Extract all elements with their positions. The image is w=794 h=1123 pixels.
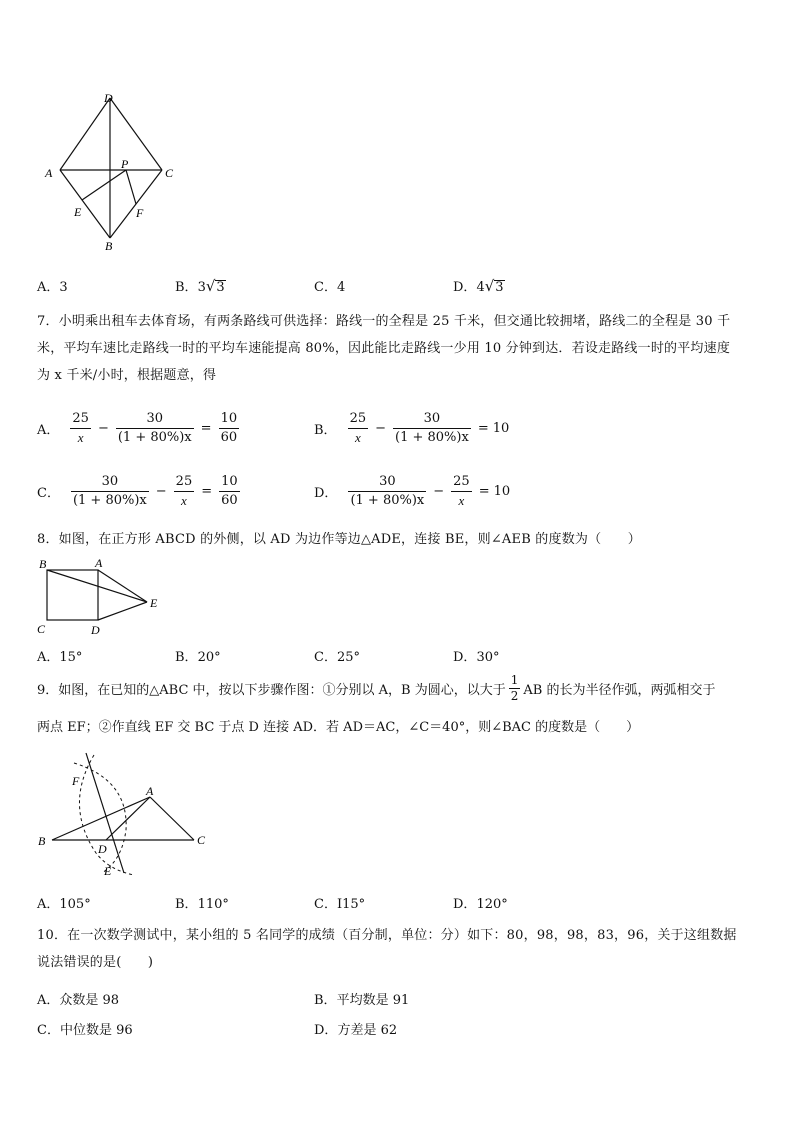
equals: =: [478, 484, 490, 499]
q9-label-b: B: [38, 834, 46, 848]
option-letter: D．: [453, 280, 477, 295]
option-value: 105°: [59, 897, 91, 912]
operator: −: [97, 421, 109, 436]
fraction: [71, 473, 149, 510]
option-letter: B．: [314, 993, 337, 1008]
option-letter: C．: [37, 486, 60, 501]
q7-text: [37, 308, 762, 389]
q10-option-b[interactable]: [314, 989, 409, 1008]
option-radicand: 3: [216, 280, 225, 295]
fraction: [174, 473, 195, 510]
q9-label-a: A: [146, 784, 154, 798]
option-radicand: 3: [495, 280, 504, 295]
option-letter: B．: [175, 280, 198, 295]
option-letter: D．: [453, 650, 477, 665]
q9-line-2: 两点 EF；②作直线 EF 交 BC 于点 D 连接 AD．若 AD＝AC，∠C＝40°，则∠BAC 的度数是（ ）: [37, 720, 640, 735]
option-letter: C．: [314, 897, 337, 912]
denominator: 60: [221, 493, 238, 508]
fraction: [116, 410, 194, 447]
denominator: x: [354, 430, 361, 445]
option-value: 方差是 62: [337, 1023, 398, 1038]
denominator: x: [458, 493, 465, 508]
q9-text-part-2: AB 的长为半径作弧，两弧相交于: [523, 682, 716, 698]
q6-label-a: A: [45, 166, 53, 180]
option-value: 众数是 98: [59, 993, 120, 1008]
q8-line-1: 8．如图，在正方形 ABCD 的外侧，以 AD 为边作等边△ADE，连接 BE，则∠AEB 的度数为（ ）: [37, 532, 641, 547]
half-fraction: [509, 673, 521, 704]
q8-label-a: A: [95, 556, 103, 570]
fraction: [348, 410, 369, 447]
option-value: 中位数是 96: [59, 1023, 133, 1038]
q10-option-a[interactable]: [37, 989, 119, 1008]
q9-label-f: F: [72, 774, 80, 788]
option-letter: C．: [314, 650, 337, 665]
option-value: 120°: [476, 897, 508, 912]
q9-label-d: D: [98, 842, 107, 856]
numerator: 25: [348, 410, 369, 429]
option-value: 平均数是 91: [336, 993, 410, 1008]
fraction: [70, 410, 91, 447]
denominator: x: [77, 430, 84, 445]
rhs-value: 10: [492, 421, 510, 436]
q6-label-d: D: [104, 91, 113, 105]
option-value: 15°: [59, 650, 83, 665]
q6-label-p: P: [121, 157, 129, 171]
q8-text: [37, 526, 762, 553]
q8-label-d: D: [91, 623, 100, 637]
fraction: [219, 410, 240, 447]
q9-figure: [34, 745, 224, 885]
q7-line-3: 为 x 千米/小时，根据题意，得: [37, 368, 217, 383]
q8-option-d[interactable]: [453, 646, 499, 665]
numerator: 30: [116, 410, 194, 429]
q9-option-c[interactable]: [314, 893, 365, 912]
option-letter: B．: [175, 650, 198, 665]
numerator: 25: [174, 473, 195, 492]
option-letter: A．: [37, 897, 60, 912]
numerator: 25: [70, 410, 91, 429]
q8-label-b: B: [39, 557, 47, 571]
q9-option-d[interactable]: [453, 893, 508, 912]
operator: −: [433, 484, 445, 499]
option-value: 30°: [476, 650, 500, 665]
q8-option-c[interactable]: [314, 646, 360, 665]
option-coef: 4: [476, 280, 485, 295]
option-value: 4: [336, 280, 346, 295]
sqrt-icon: √: [205, 277, 216, 295]
q8-label-c: C: [37, 622, 46, 636]
q6-option-c[interactable]: [314, 276, 345, 295]
sqrt-icon: √: [484, 277, 495, 295]
q8-figure: [34, 555, 174, 640]
numerator: 30: [71, 473, 149, 492]
denominator: (1 + 80%)x: [72, 493, 147, 508]
option-value: 3: [59, 280, 68, 295]
operator: −: [375, 421, 387, 436]
option-letter: A．: [37, 280, 60, 295]
q6-label-b: B: [105, 239, 113, 253]
denominator: 2: [510, 688, 519, 703]
q7-option-c[interactable]: [37, 473, 243, 510]
option-value: I15°: [336, 897, 366, 912]
numerator: 30: [348, 473, 426, 492]
denominator: (1 + 80%)x: [117, 430, 192, 445]
q7-line-1: 7．小明乘出租车去体育场，有两条路线可供选择：路线一的全程是 25 千米，但交通比较拥堵，路线二的全程是 30 千: [37, 314, 731, 329]
q7-option-a[interactable]: [37, 410, 242, 447]
q6-figure: [40, 88, 190, 258]
option-letter: A．: [37, 993, 60, 1008]
equals: =: [200, 421, 212, 436]
q10-text: [37, 922, 762, 976]
option-letter: C．: [37, 1023, 60, 1038]
q9-option-a[interactable]: [37, 893, 91, 912]
q9-label-c: C: [197, 833, 206, 847]
option-value: 20°: [197, 650, 221, 665]
q8-label-e: E: [150, 596, 158, 610]
q9-label-e: E: [104, 864, 112, 878]
fraction: [219, 473, 240, 510]
option-letter: B．: [314, 423, 337, 438]
q9-line-1: [37, 669, 715, 707]
option-letter: B．: [175, 897, 198, 912]
q10-option-d[interactable]: [314, 1019, 397, 1038]
fraction: [451, 473, 472, 510]
option-letter: D．: [453, 897, 477, 912]
option-letter: D．: [314, 486, 338, 501]
fraction: [393, 410, 471, 447]
numerator: 10: [219, 473, 240, 492]
q9-option-b[interactable]: [175, 893, 229, 912]
denominator: (1 + 80%)x: [395, 430, 469, 445]
option-coef: 3: [197, 280, 206, 295]
q6-label-e: E: [74, 205, 82, 219]
denominator: x: [181, 493, 187, 508]
rhs-value: 10: [493, 484, 511, 499]
option-letter: D．: [314, 1023, 338, 1038]
denominator: 60: [220, 430, 238, 445]
option-letter: A．: [37, 650, 60, 665]
q8-option-a[interactable]: [37, 646, 82, 665]
equals: =: [477, 421, 489, 436]
option-value: 110°: [197, 897, 229, 912]
q6-label-c: C: [165, 166, 174, 180]
q6-label-f: F: [136, 206, 144, 220]
q7-line-2: 米，平均车速比走路线一时的平均车速能提高 80%，因此能比走路线一少用 10 分钟到达．若设走路线一时的平均速度: [37, 341, 731, 356]
q6-option-a[interactable]: [37, 276, 68, 295]
q8-option-b[interactable]: [175, 646, 221, 665]
numerator: 30: [393, 410, 471, 429]
q9-text-part-1: 9．如图，在已知的△ABC 中，按以下步骤作图：①分别以 A，B 为圆心，以大于: [37, 682, 506, 698]
q7-option-b[interactable]: [314, 410, 509, 447]
equals: =: [201, 484, 213, 499]
q10-line-2: 说法错误的是( ): [37, 955, 154, 970]
operator: −: [155, 484, 167, 499]
q7-option-d[interactable]: [314, 473, 510, 510]
q6-option-d[interactable]: [453, 276, 505, 295]
q10-line-1: 10．在一次数学测试中，某小组的 5 名同学的成绩（百分制，单位：分）如下：80，98，98，83，96，关于这组数据: [37, 928, 737, 943]
numerator: 10: [219, 410, 240, 429]
numerator: 25: [451, 473, 472, 492]
q6-option-b[interactable]: [175, 276, 226, 295]
fraction: [348, 473, 426, 510]
q10-option-c[interactable]: [37, 1019, 133, 1038]
option-value: 25°: [336, 650, 360, 665]
option-letter: C．: [314, 280, 337, 295]
numerator: 1: [510, 672, 519, 687]
denominator: (1 + 80%)x: [350, 493, 425, 508]
option-letter: A．: [37, 423, 60, 438]
